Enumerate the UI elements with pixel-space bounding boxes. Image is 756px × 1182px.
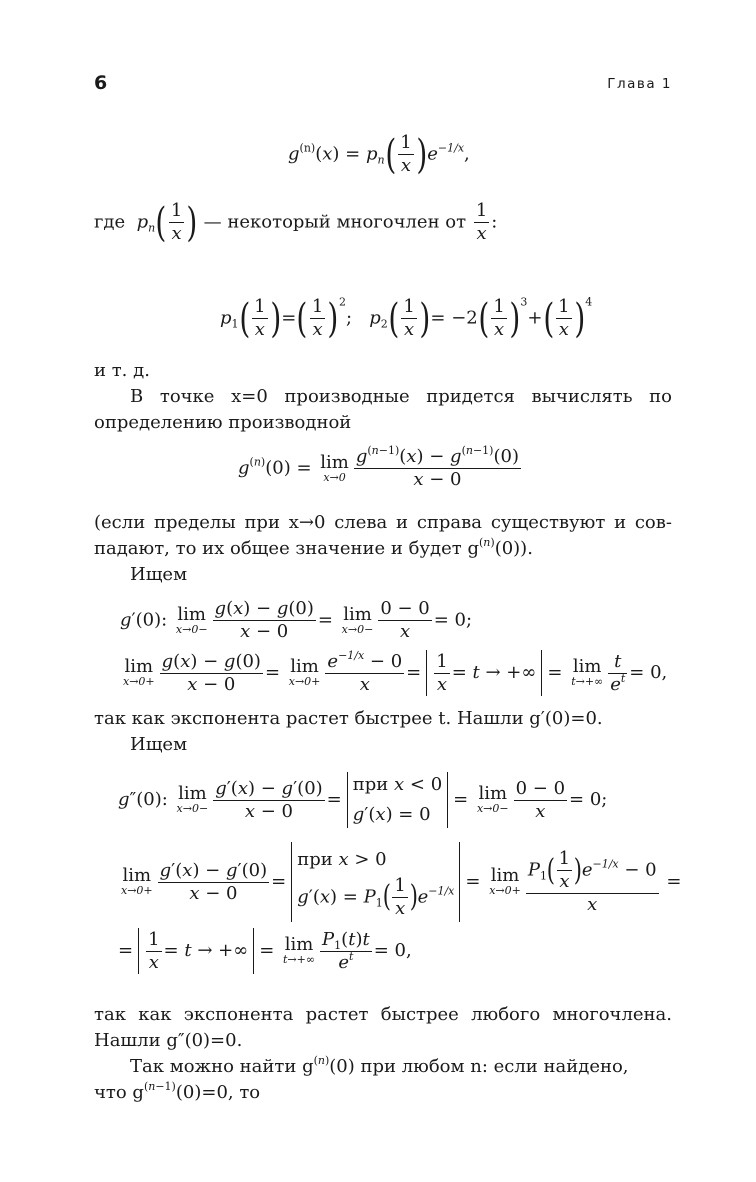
- text-paragraph-6: так как экспонента растет быстрее t. Нашли g′(0)=0.: [94, 708, 603, 729]
- text-paragraph-9b: что $g^{(n-1)}(0)=0$, то: [94, 1080, 261, 1103]
- text-paragraph-9: Так можно найти $g^{(n)}(0)$ при любом n: если найдено,: [130, 1054, 629, 1077]
- text-paragraph-4: (если пределы при x→0 слева и справа существуют и сов-: [94, 512, 672, 533]
- chapter-title: Глава 1: [607, 76, 672, 92]
- text-search-1: Ищем: [130, 564, 188, 585]
- where-line: где $p_n$( $\frac{1}{x}$ ) — некоторый многочлен от $\frac{1}{x}$ :: [94, 199, 498, 246]
- text-etc: и т. д.: [94, 360, 150, 381]
- equation-2: $p_1$( $\frac{1}{x}$ )=( $\frac{1}{x}$ )$^2$; $p_2$( $\frac{1}{x}$ )= −2( $\frac{1}{x}$ )$^3$+( $\frac{1}{x}$ )$^4$: [220, 295, 593, 342]
- text-search-2: Ищем: [130, 734, 188, 755]
- text-paragraph-3: В точке x=0 производные придется вычислять по: [130, 386, 672, 407]
- equation-4: g′(0): lim x→0− $\frac{g(x) - g(0)}{x - 0}$ = lim x→0− $\frac{0 - 0}{x}$ = 0;: [120, 598, 473, 642]
- equation-8: = $\frac{1}{x}$ = t → +∞ = lim t→+∞ $\frac{P_1(t)t}{e^t}$ = 0,: [118, 928, 412, 973]
- equation-6: g″(0): lim x→0− $\frac{g'(x) - g'(0)}{x - 0}$ =при x < 0 g′(x) = 0= lim x→0− $\frac{0 - 0}{x}$ = 0;: [118, 770, 607, 830]
- page-number: 6: [94, 72, 108, 94]
- text-paragraph-8: так как экспонента растет быстрее любого многочлена.: [94, 1004, 672, 1025]
- text-paragraph-4b: падают, то их общее значение и будет $g^{(n)}(0)$).: [94, 536, 533, 559]
- text-paragraph-3b: определению производной: [94, 412, 352, 433]
- equation-1: $g^{(n)}(x) = p_n$( $\frac{1}{x}$ )$e^{-1/x}$,: [288, 131, 470, 178]
- equation-5: lim x→0+ $\frac{g(x) - g(0)}{x - 0}$ = lim x→0+ $\frac{e^{-1/x} - 0}{x}$ = $\frac{1}{x}$ = t → +∞ = lim t→+∞ $\frac{t}{e^t}$ = 0,: [123, 648, 668, 695]
- text-paragraph-8b: Нашли g″(0)=0.: [94, 1030, 243, 1051]
- equation-3: $g^{(n)}(0)$ = lim x→0 $\frac{g^{(n-1)}(x) - g^{(n-1)}(0)}{x - 0}$: [238, 444, 519, 490]
- equation-7: lim x→0+ $\frac{g'(x) - g'(0)}{x - 0}$ =при x > 0 $g'(x) = P_1$( $\frac{1}{x}$ )$e^{-1/x}$ = lim x→0+ $P_1$( $\frac{1}{x}$ )$e^{-1/x} - 0$ x =: [118, 842, 681, 922]
